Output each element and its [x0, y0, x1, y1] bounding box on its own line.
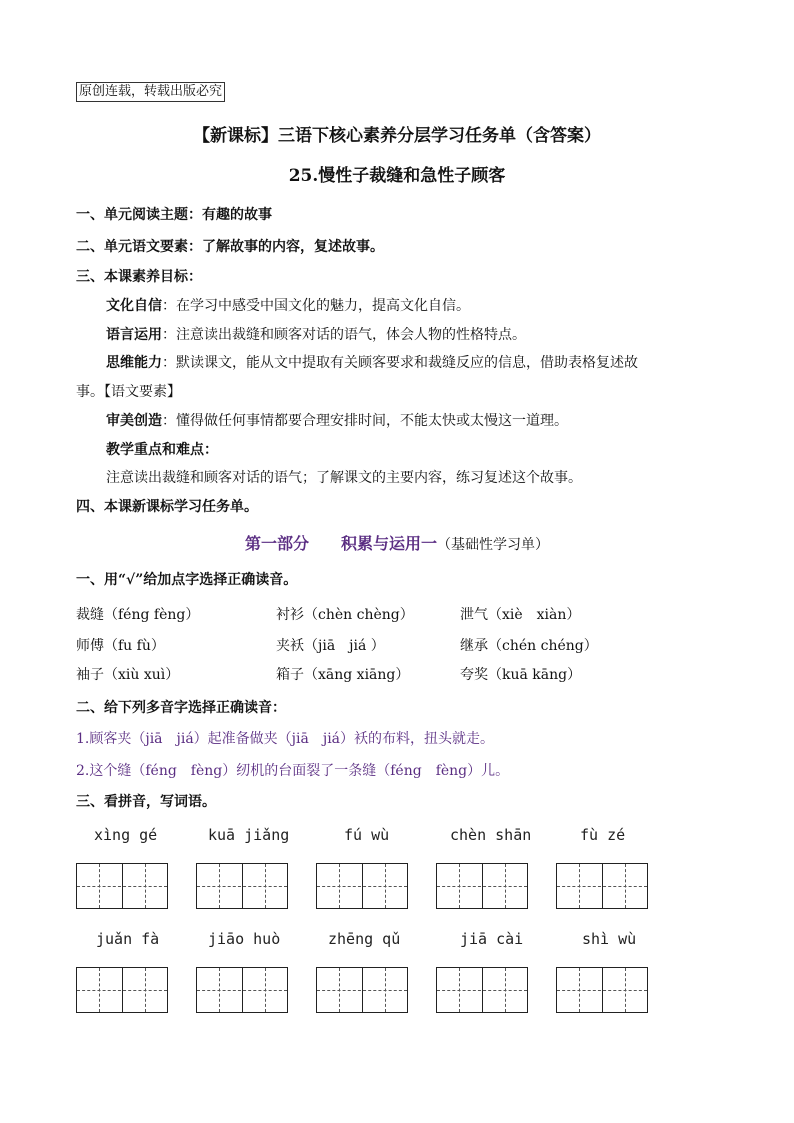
section-task-sheet: 四、本课新课标学习任务单。 — [76, 499, 258, 515]
pinyin-options[interactable]: （xiù xuì） — [104, 667, 180, 683]
question-three-title: 三、看拼音，写词语。 — [76, 794, 216, 810]
pinyin-options[interactable]: （xāng xiāng） — [304, 667, 410, 683]
section-label: 一、单元阅读主题： — [76, 207, 202, 223]
goal-text: ：默读课文，能从文中提取有关顾客要求和裁缝反应的信息，借助表格复述故 — [162, 355, 638, 371]
polyphone-sentence[interactable]: 1.顾客夹（jiā jiá）起准备做夹（jiā jiá）袄的布料，扭头就走。 — [76, 731, 495, 747]
pinyin-options[interactable]: （jiā jiá ） — [304, 638, 385, 654]
word: 裁缝 — [76, 607, 104, 623]
goal-text: ：在学习中感受中国文化的魅力，提高文化自信。 — [162, 298, 470, 314]
goal-text: ：注意读出裁缝和顾客对话的语气，体会人物的性格特点。 — [162, 327, 526, 343]
writing-grid[interactable] — [556, 967, 648, 1013]
pinyin-choice-item — [460, 664, 581, 684]
pinyin-label: xìng gé — [94, 826, 158, 844]
pinyin-label: shì wù — [582, 930, 637, 948]
key-points-heading: 教学重点和难点： — [106, 442, 218, 458]
pinyin-options[interactable]: （chén chéng） — [488, 638, 598, 654]
writing-grid[interactable] — [436, 863, 528, 909]
polyphone-sentence[interactable]: 2.这个缝（féng fèng）纫机的台面裂了一条缝（féng fèng）儿。 — [76, 763, 510, 779]
pinyin-choice-item — [460, 604, 580, 624]
writing-grid[interactable] — [196, 863, 288, 909]
pinyin-choice-item — [276, 604, 414, 624]
pinyin-label: jiāo huò — [208, 930, 281, 948]
word: 夸奖 — [460, 667, 488, 683]
key-points-text: 注意读出裁缝和顾客对话的语气；了解课文的主要内容，练习复述这个故事。 — [106, 470, 582, 486]
pinyin-label: fú wù — [344, 826, 390, 844]
word: 继承 — [460, 638, 488, 654]
section-value: 了解故事的内容，复述故事。 — [202, 239, 384, 255]
word: 袖子 — [76, 667, 104, 683]
goal-item — [106, 324, 526, 344]
section-label: 二、单元语文要素： — [76, 239, 202, 255]
writing-grid[interactable] — [196, 967, 288, 1013]
pinyin-options[interactable]: （féng fèng） — [104, 607, 200, 623]
goal-item — [106, 352, 638, 372]
part-sub-title: （基础性学习单） — [437, 537, 549, 553]
pinyin-choice-item — [276, 635, 385, 655]
writing-grid[interactable] — [76, 863, 168, 909]
goal-text: ：懂得做任何事情都要合理安排时间，不能太快或太慢这一道理。 — [162, 413, 568, 429]
writing-grid[interactable] — [316, 967, 408, 1013]
goal-label: 文化自信 — [106, 298, 162, 314]
question-two-title: 二、给下列多音字选择正确读音： — [76, 700, 286, 716]
pinyin-label: zhēng qǔ — [328, 930, 401, 948]
pinyin-choice-item — [76, 604, 199, 624]
pinyin-choice-item — [276, 664, 409, 684]
word: 师傅 — [76, 638, 104, 654]
section-value: 有趣的故事 — [202, 207, 272, 223]
goal-item — [106, 295, 470, 315]
pinyin-label: juǎn fà — [96, 930, 160, 948]
pinyin-options[interactable]: （kuā kāng） — [488, 667, 582, 683]
goal-label: 语言运用 — [106, 327, 162, 343]
pinyin-row — [0, 930, 794, 950]
copyright-stamp: 原创连载，转载出版必究 — [76, 82, 225, 102]
pinyin-label: kuā jiǎng — [208, 826, 290, 844]
section-reading-theme — [76, 204, 272, 224]
pinyin-options[interactable]: （chèn chèng） — [304, 607, 414, 623]
section-language-element — [76, 236, 384, 256]
lesson-title: 25.慢性子裁缝和急性子顾客 — [288, 166, 506, 186]
pinyin-choice-item — [76, 635, 165, 655]
part-main-title: 第一部分 积累与运用一 — [244, 534, 437, 553]
pinyin-choice-item — [76, 664, 179, 684]
writing-grid[interactable] — [436, 967, 528, 1013]
goal-label: 审美创造 — [106, 413, 162, 429]
pinyin-options[interactable]: （xiè xiàn） — [488, 607, 581, 623]
pinyin-label: fù zé — [580, 826, 626, 844]
writing-grid[interactable] — [76, 967, 168, 1013]
pinyin-label: chèn shān — [450, 826, 532, 844]
word: 衬衫 — [276, 607, 304, 623]
writing-grid[interactable] — [316, 863, 408, 909]
goal-continuation: 事。【语文要素】 — [76, 384, 181, 400]
pinyin-label: jiā cài — [460, 930, 524, 948]
word: 泄气 — [460, 607, 488, 623]
pinyin-choice-item — [460, 635, 598, 655]
goal-label: 思维能力 — [106, 355, 162, 371]
part-one-heading — [0, 531, 794, 554]
pinyin-row — [0, 826, 794, 846]
goal-item — [106, 410, 568, 430]
word: 箱子 — [276, 667, 304, 683]
pinyin-options[interactable]: （fu fù） — [104, 638, 165, 654]
page-title: 【新课标】三语下核心素养分层学习任务单（含答案） — [193, 126, 601, 146]
section-goals-heading: 三、本课素养目标： — [76, 269, 202, 285]
question-one-title: 一、用“√”给加点字选择正确读音。 — [76, 572, 298, 588]
word: 夹袄 — [276, 638, 304, 654]
writing-grid[interactable] — [556, 863, 648, 909]
